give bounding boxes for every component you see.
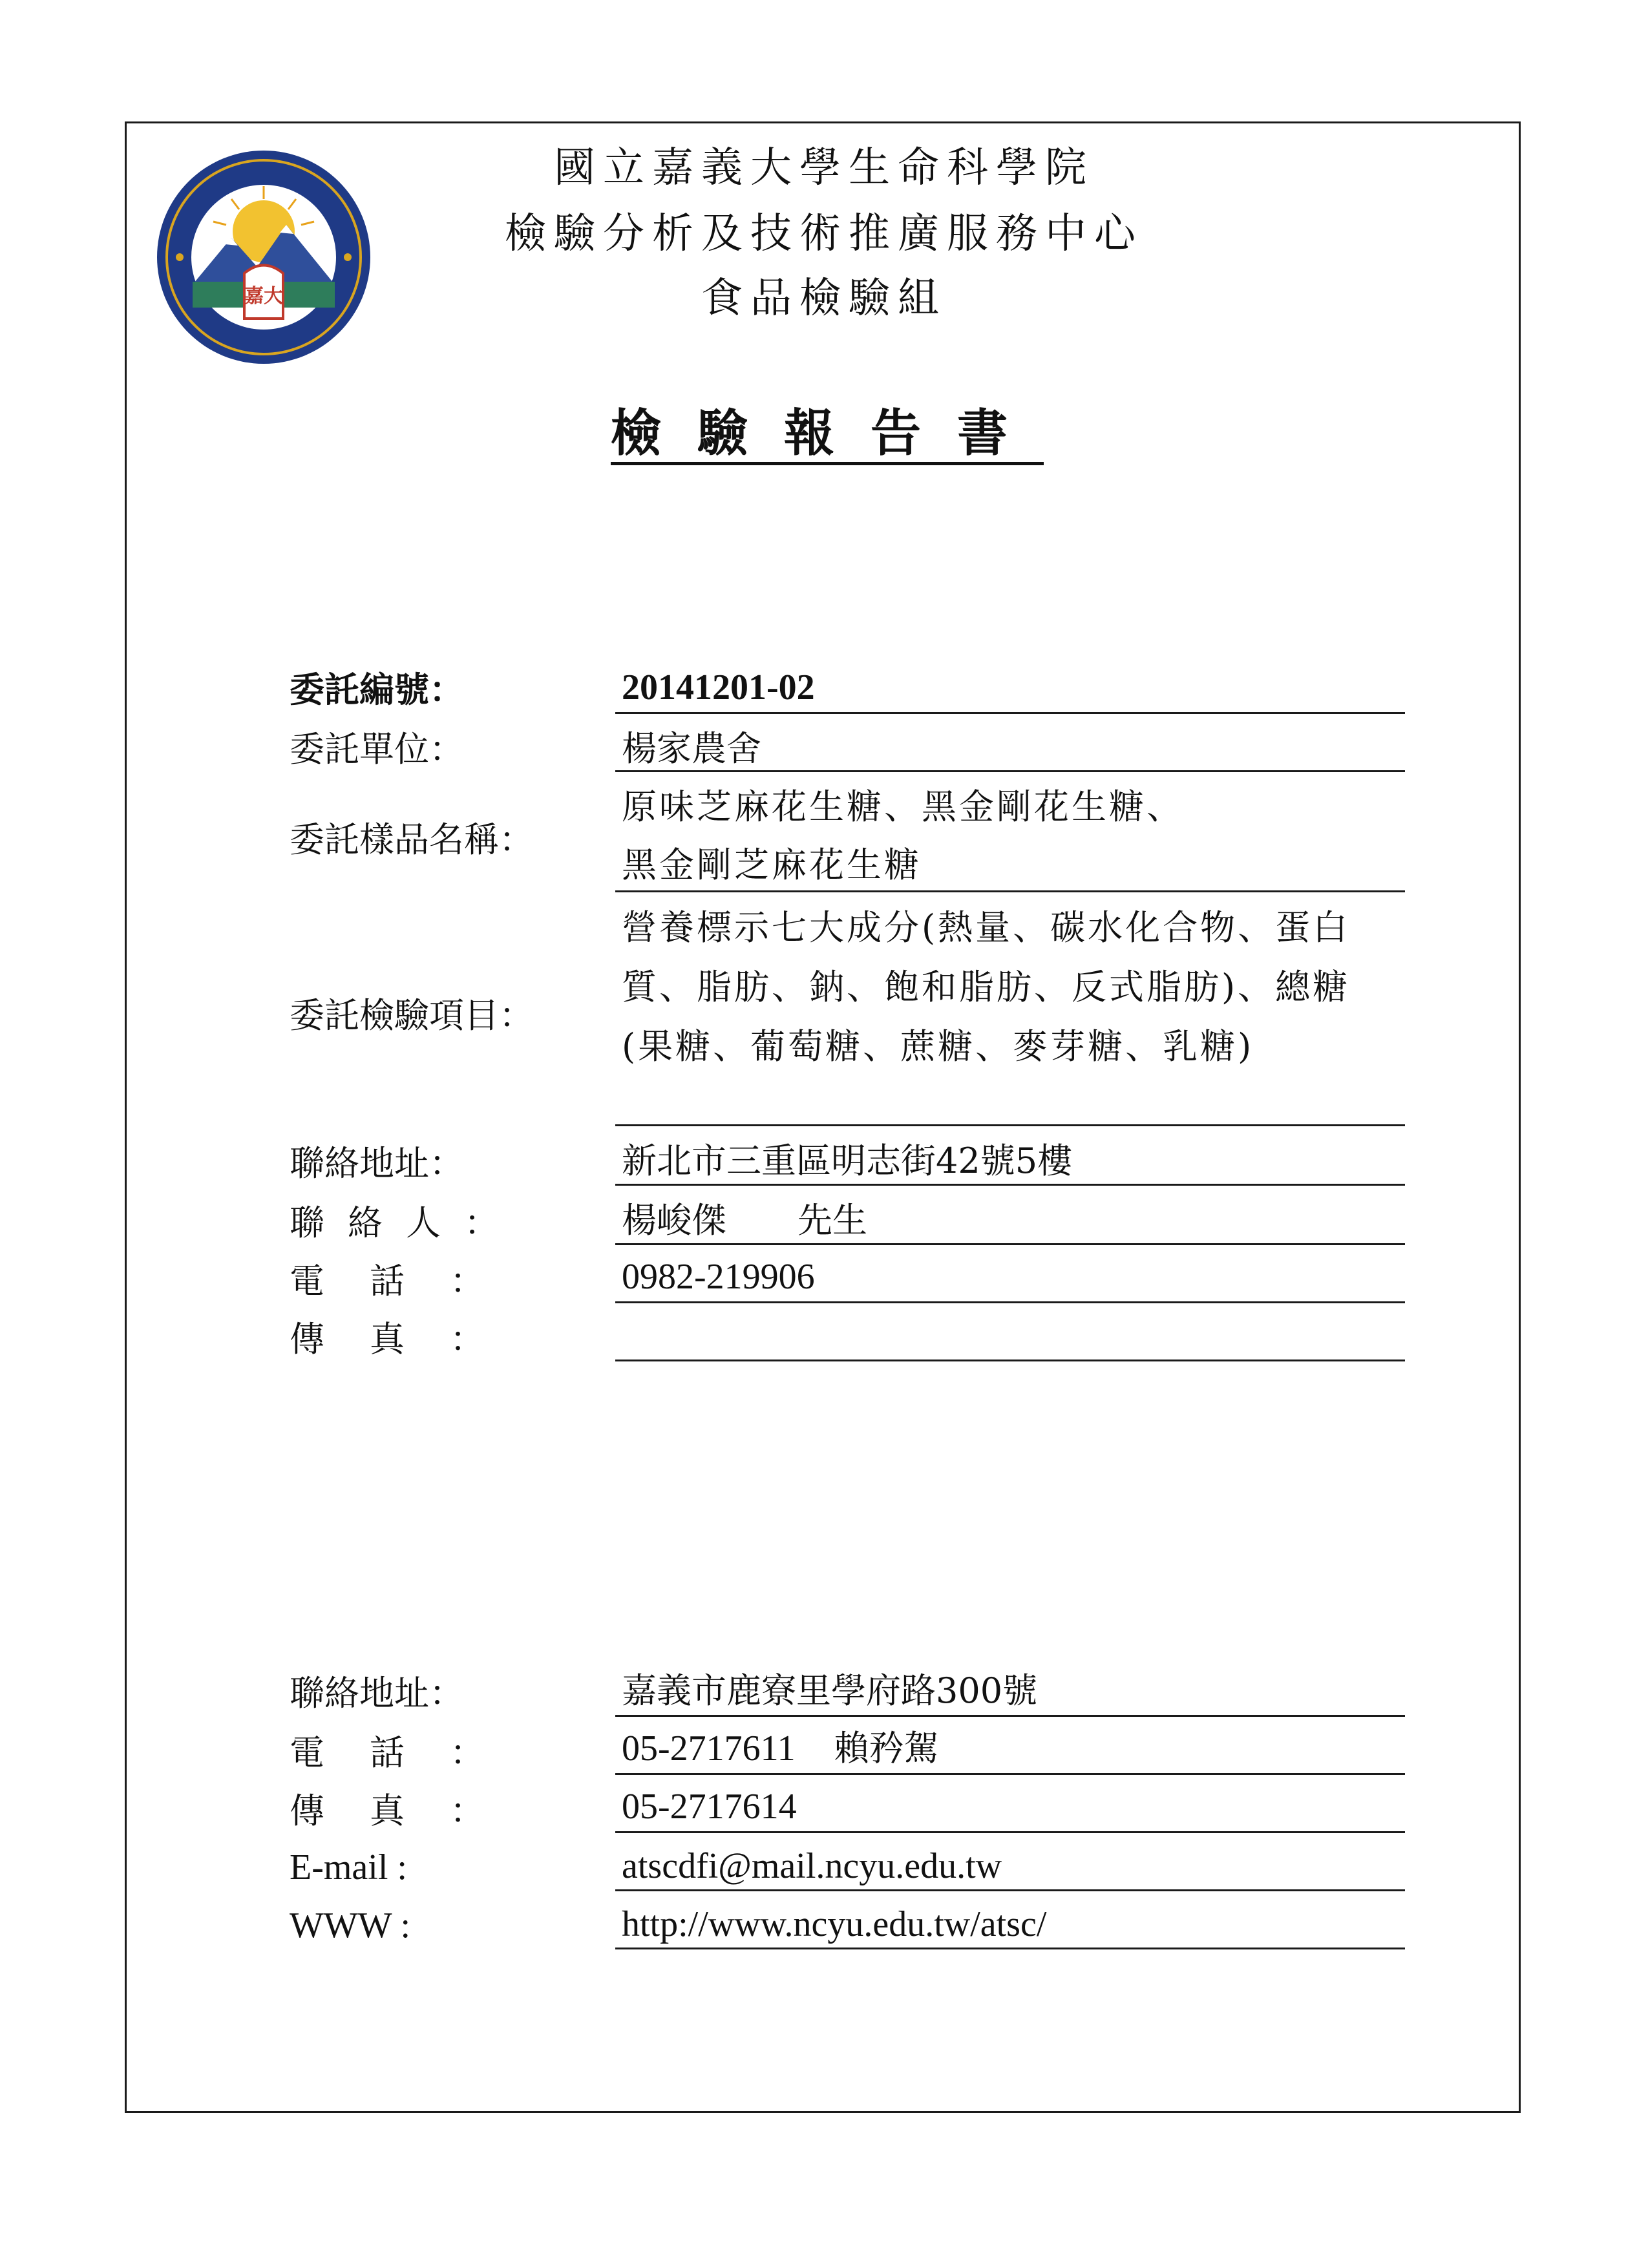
phone-label: 電話： [290, 1261, 530, 1301]
center-address-value: 嘉義市鹿寮里學府路300號 [622, 1670, 1038, 1711]
center-phone-number: 05-2717611 [622, 1728, 796, 1769]
center-www-value[interactable]: http://www.ncyu.edu.tw/atsc/ [622, 1904, 1047, 1944]
center-phone-rule [615, 1773, 1405, 1775]
center-phone-value [622, 1730, 939, 1767]
sample-rule [615, 890, 1405, 892]
address-value: 新北市三重區明志街42號5樓 [622, 1140, 1073, 1181]
fax-label: 傳真： [290, 1319, 530, 1360]
case-no-value: 20141201-02 [622, 667, 815, 708]
seal-center-text: 嘉大 [244, 285, 283, 308]
contact-label: 聯絡人： [290, 1202, 522, 1243]
center-address-label: 聯絡地址： [290, 1673, 464, 1714]
center-email-label: E-mail : [290, 1847, 407, 1887]
center-www-label: WWW : [290, 1906, 411, 1946]
center-phone-label: 電話： [290, 1732, 530, 1773]
fax-rule [615, 1360, 1405, 1361]
sample-line-2: 黑金剛芝麻花生糖 [622, 845, 922, 885]
case-no-rule [615, 712, 1405, 714]
case-no-label: 委託編號： [290, 669, 464, 710]
contact-value [622, 1200, 867, 1241]
unit-value: 楊家農舍 [622, 728, 761, 769]
center-email-value[interactable]: atscdfi@mail.ncyu.edu.tw [622, 1846, 1002, 1886]
phone-value: 0982-219906 [622, 1257, 815, 1297]
address-label: 聯絡地址： [290, 1143, 464, 1184]
page-title: 檢驗報告書 [610, 404, 1044, 463]
header-line-3: 食品檢驗組 [701, 275, 947, 322]
items-value: 營養標示七大成分(熱量、碳水化合物、蛋白質、脂肪、鈉、飽和脂肪、反式脂肪)、總糖(果糖、葡萄糖、蔗糖、麥芽糖、乳糖) [622, 907, 1351, 1067]
header-line-1: 國立嘉義大學生命科學院 [554, 144, 1094, 192]
unit-rule [615, 770, 1405, 772]
address-rule [615, 1184, 1405, 1186]
phone-rule [615, 1301, 1405, 1303]
university-seal-icon [154, 147, 374, 367]
items-label: 委託檢驗項目： [290, 995, 534, 1036]
contact-name: 楊峻傑 [622, 1200, 726, 1241]
center-fax-label: 傳真： [290, 1790, 530, 1831]
sample-label: 委託樣品名稱： [290, 819, 534, 860]
header-line-2: 檢驗分析及技術推廣服務中心 [505, 210, 1143, 258]
contact-rule [615, 1243, 1405, 1245]
unit-label: 委託單位： [290, 729, 464, 770]
contact-title: 先生 [798, 1200, 867, 1241]
center-email-rule [615, 1889, 1405, 1891]
center-www-rule [615, 1948, 1405, 1949]
sample-line-1: 原味芝麻花生糖、黑金剛花生糖、 [622, 786, 1184, 827]
center-fax-value: 05-2717614 [622, 1787, 797, 1827]
center-phone-contact: 賴矜駕 [834, 1728, 939, 1769]
center-address-rule [615, 1715, 1405, 1717]
items-rule [615, 1124, 1405, 1126]
center-fax-rule [615, 1831, 1405, 1833]
